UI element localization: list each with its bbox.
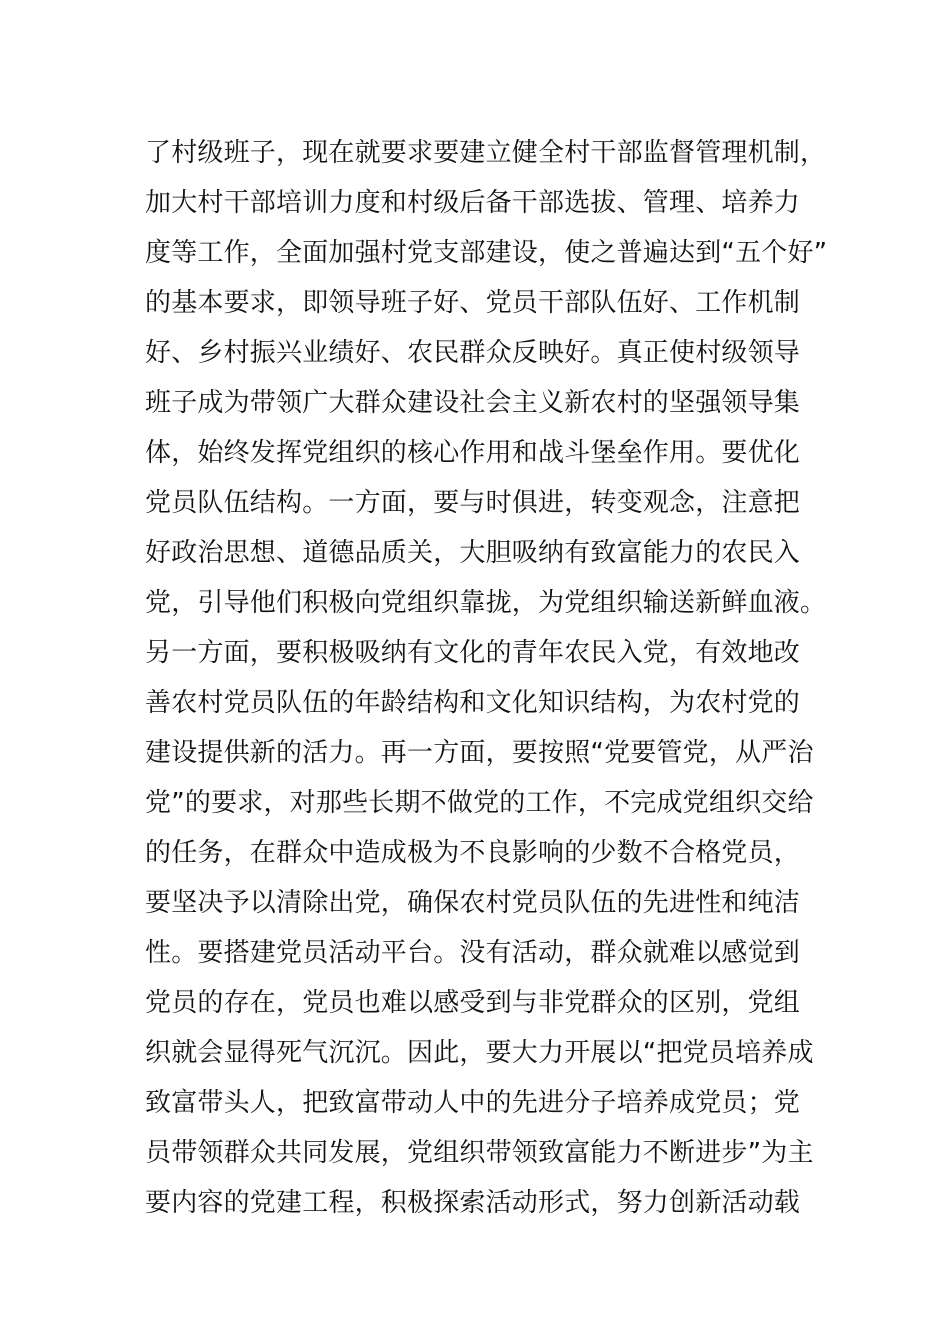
text-line: 另一方面，要积极吸纳有文化的青年农民入党，有效地改 — [145, 638, 801, 668]
text-line: 的基本要求，即领导班子好、党员干部队伍好、工作机制 — [145, 288, 801, 318]
text-line: 建设提供新的活力。再一方面，要按照“党要管党，从严治 — [145, 738, 814, 768]
text-line: 的任务，在群众中造成极为不良影响的少数不合格党员， — [145, 838, 801, 868]
text-line: 织就会显得死气沉沉。因此，要大力开展以“把党员培养成 — [145, 1038, 814, 1068]
text-line: 党员的存在，党员也难以感受到与非党群众的区别，党组 — [145, 988, 801, 1018]
text-line: 加大村干部培训力度和村级后备干部选拔、管理、培养力 — [145, 188, 801, 218]
text-line: 党，引导他们积极向党组织靠拢，为党组织输送新鲜血液。 — [145, 588, 827, 618]
text-line: 好政治思想、道德品质关，大胆吸纳有致富能力的农民入 — [145, 538, 801, 568]
text-line: 体，始终发挥党组织的核心作用和战斗堡垒作用。要优化 — [145, 438, 801, 468]
text-line: 善农村党员队伍的年龄结构和文化知识结构，为农村党的 — [145, 688, 801, 718]
text-line: 党员队伍结构。一方面，要与时俱进，转变观念，注意把 — [145, 488, 801, 518]
body-paragraph — [145, 128, 828, 1228]
text-line: 党”的要求，对那些长期不做党的工作，不完成党组织交给 — [145, 788, 814, 818]
text-line: 好、乡村振兴业绩好、农民群众反映好。真正使村级领导 — [145, 338, 801, 368]
text-line: 班子成为带领广大群众建设社会主义新农村的坚强领导集 — [145, 388, 801, 418]
text-line: 要内容的党建工程，积极探索活动形式，努力创新活动载 — [145, 1188, 801, 1218]
text-line: 要坚决予以清除出党，确保农村党员队伍的先进性和纯洁 — [145, 888, 801, 918]
text-line: 员带领群众共同发展，党组织带领致富能力不断进步”为主 — [145, 1138, 814, 1168]
text-line: 性。要搭建党员活动平台。没有活动，群众就难以感觉到 — [145, 938, 801, 968]
text-line: 了村级班子，现在就要求要建立健全村干部监督管理机制， — [145, 138, 827, 168]
text-line: 致富带头人，把致富带动人中的先进分子培养成党员；党 — [145, 1088, 801, 1118]
text-line: 度等工作，全面加强村党支部建设，使之普遍达到“五个好” — [145, 238, 828, 268]
